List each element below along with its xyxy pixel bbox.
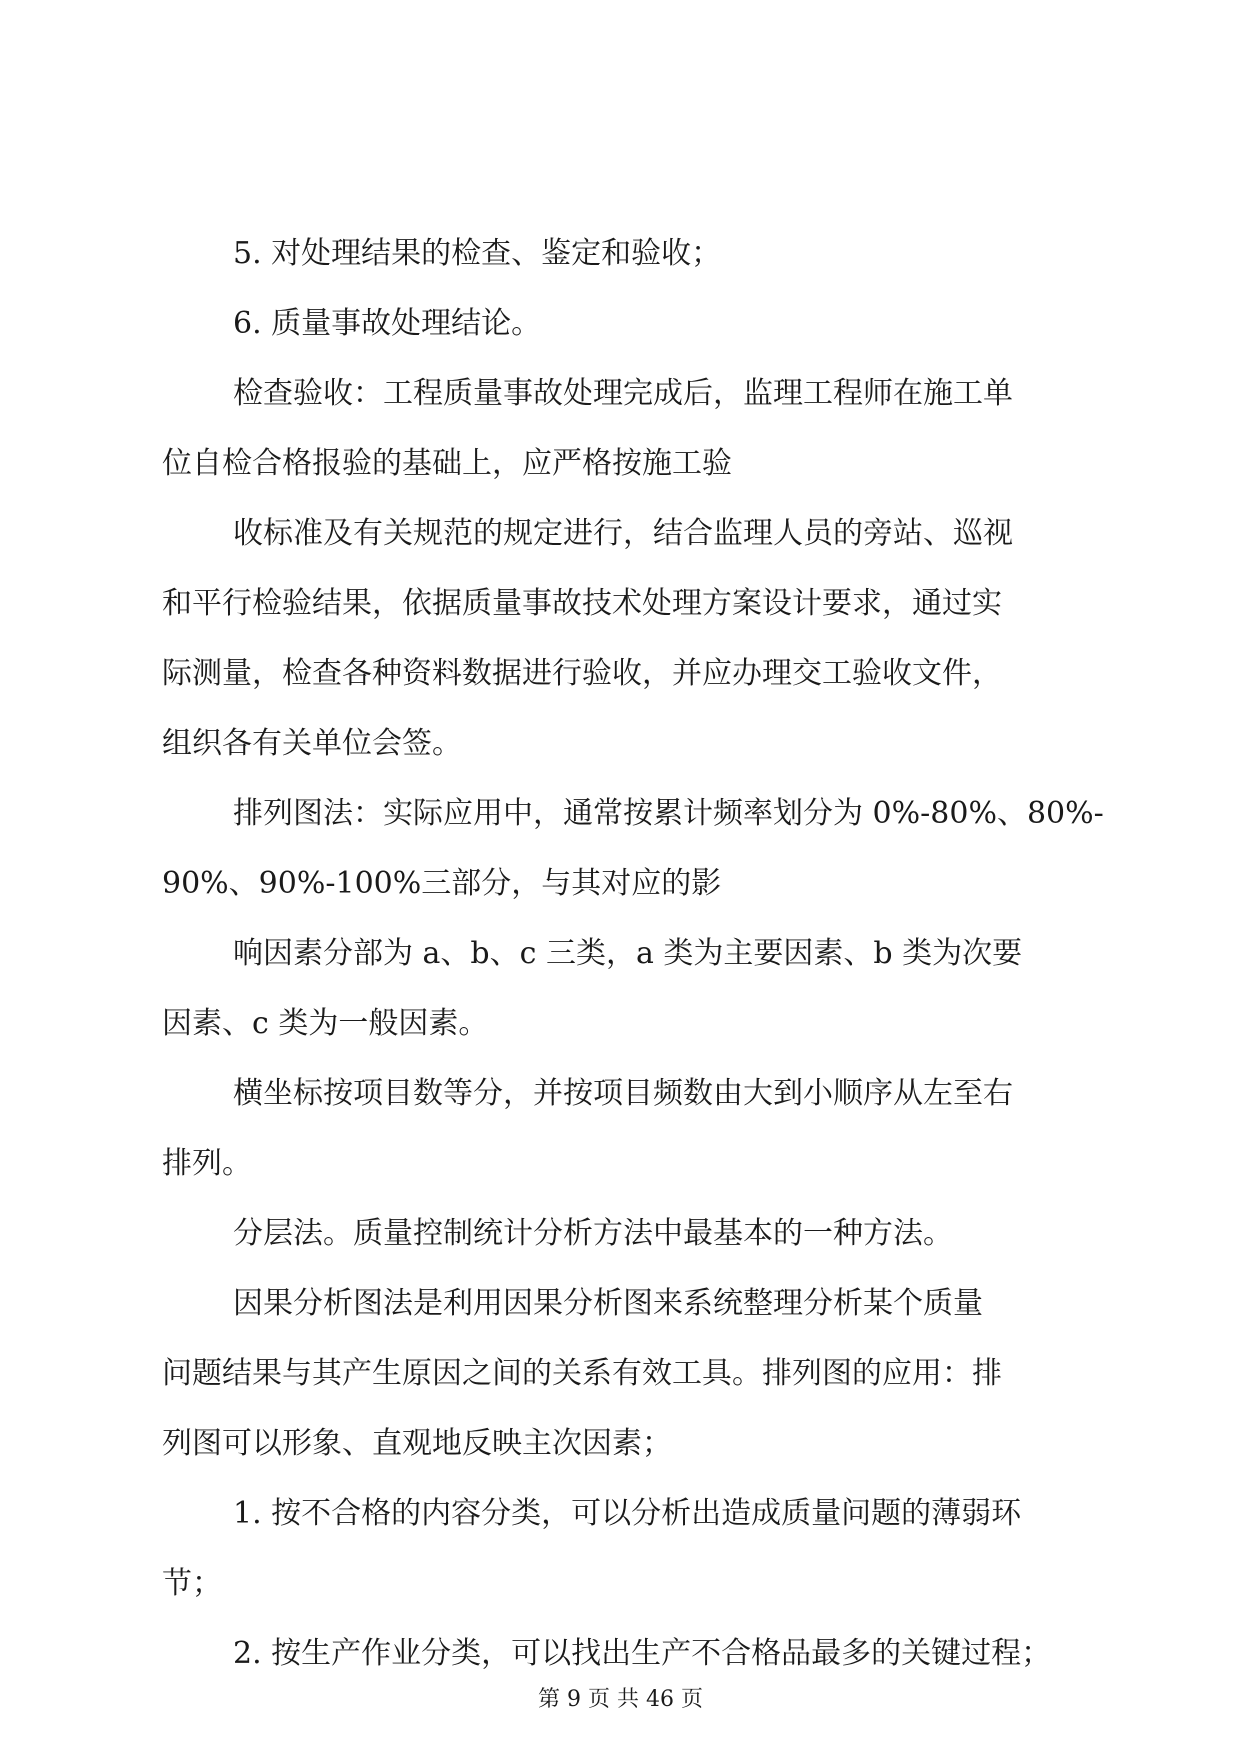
text-line: 响因素分部为 a、b、c 三类，a 类为主要因素、b 类为次要: [233, 936, 1023, 971]
text-line: 因果分析图法是利用因果分析图来系统整理分析某个质量: [233, 1286, 983, 1321]
text-line: 际测量，检查各种资料数据进行验收，并应办理交工验收文件，: [162, 656, 1002, 691]
page-number: 第 9 页 共 46 页: [538, 1687, 703, 1712]
text-line: 检查验收：工程质量事故处理完成后，监理工程师在施工单: [233, 376, 1013, 411]
text-line: 排列图法：实际应用中，通常按累计频率划分为 0%-80%、80%-: [233, 796, 1104, 831]
text-line: 6. 质量事故处理结论。: [233, 306, 542, 341]
text-line: 横坐标按项目数等分，并按项目频数由大到小顺序从左至右: [233, 1076, 1013, 1111]
text-line: 90%、90%-100%三部分，与其对应的影: [162, 866, 722, 901]
text-line: 2. 按生产作业分类，可以找出生产不合格品最多的关键过程；: [233, 1636, 1052, 1671]
text-line: 收标准及有关规范的规定进行，结合监理人员的旁站、巡视: [233, 516, 1013, 551]
text-line: 1. 按不合格的内容分类，可以分析出造成质量问题的薄弱环: [233, 1496, 1022, 1531]
text-line: 位自检合格报验的基础上，应严格按施工验: [162, 446, 732, 481]
text-line: 问题结果与其产生原因之间的关系有效工具。排列图的应用：排: [162, 1356, 1002, 1391]
text-line: 组织各有关单位会签。: [162, 726, 462, 761]
page-footer: [0, 1685, 1241, 1715]
text-line: 5. 对处理结果的检查、鉴定和验收；: [233, 236, 722, 271]
text-line: 分层法。质量控制统计分析方法中最基本的一种方法。: [233, 1216, 953, 1251]
text-line: 和平行检验结果，依据质量事故技术处理方案设计要求，通过实: [162, 586, 1002, 621]
text-line: 列图可以形象、直观地反映主次因素；: [162, 1426, 672, 1461]
text-line: 因素、c 类为一般因素。: [162, 1006, 489, 1041]
text-line: 节；: [162, 1566, 222, 1601]
text-line: 排列。: [162, 1146, 252, 1181]
